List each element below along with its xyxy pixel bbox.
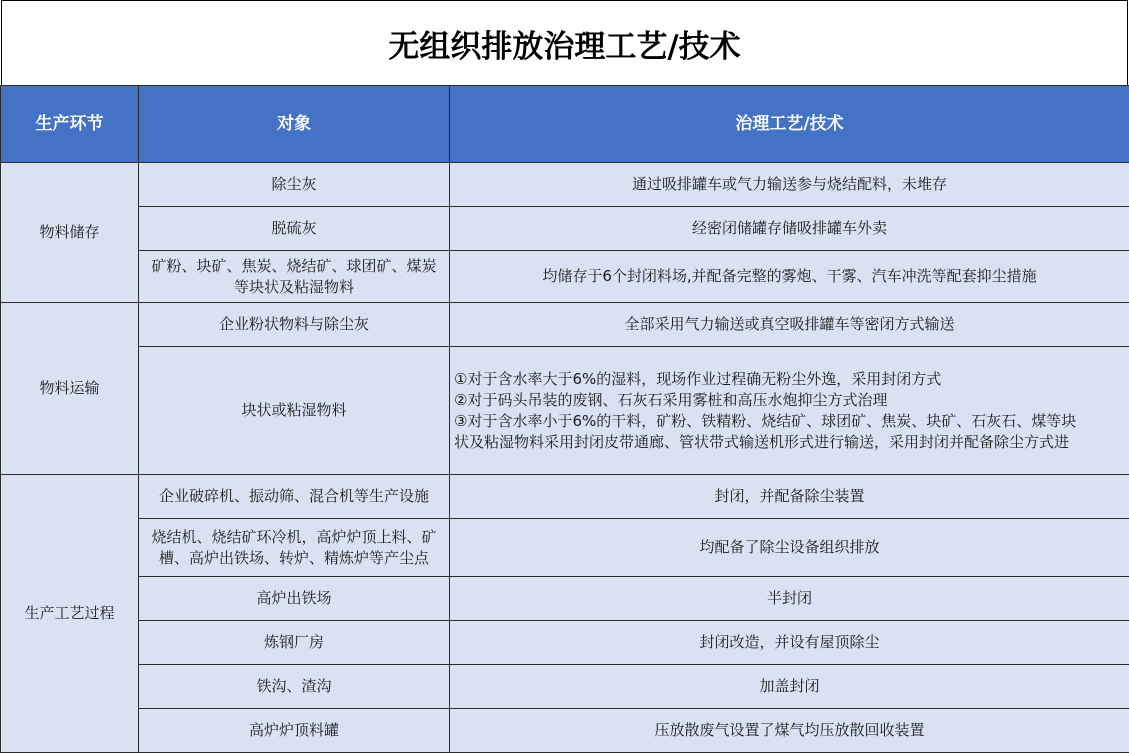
object-line: 等块状及粘湿物料 xyxy=(233,277,354,296)
technique-cell xyxy=(450,347,1129,475)
table-row xyxy=(1,251,1129,303)
object-cell: 炼钢厂房 xyxy=(139,621,450,665)
technique-cell: 全部采用气力输送或真空吸排罐车等密闭方式输送 xyxy=(450,303,1129,347)
object-cell: 除尘灰 xyxy=(139,163,450,207)
page-title: 无组织排放治理工艺/技术 xyxy=(1,0,1128,85)
table-row xyxy=(1,347,1129,475)
object-cell: 铁沟、渣沟 xyxy=(139,665,450,709)
header-stage: 生产环节 xyxy=(1,86,139,163)
technique-line: ③对于含水率小于6%的干料，矿粉、铁精粉、烧结矿、球团矿、焦炭、块矿、石灰石、煤等块 xyxy=(454,411,1077,430)
technique-cell: 通过吸排罐车或气力输送参与烧结配料，未堆存 xyxy=(450,163,1129,207)
table-row xyxy=(1,621,1129,665)
technique-cell: 封闭改造，并设有屋顶除尘 xyxy=(450,621,1129,665)
object-cell: 块状或粘湿物料 xyxy=(139,347,450,475)
object-cell: 企业粉状物料与除尘灰 xyxy=(139,303,450,347)
technique-cell: 封闭，并配备除尘装置 xyxy=(450,475,1129,519)
table-row xyxy=(1,207,1129,251)
treatment-table xyxy=(0,85,1129,753)
table-header-row xyxy=(1,86,1129,163)
object-cell xyxy=(139,519,450,577)
technique-line: ①对于含水率大于6%的湿料，现场作业过程确无粉尘外逸，采用封闭方式 xyxy=(454,369,942,388)
object-line: 矿粉、块矿、焦炭、烧结矿、球团矿、煤炭 xyxy=(151,256,437,275)
stage-cell: 物料运输 xyxy=(1,303,139,475)
table-row xyxy=(1,709,1129,753)
header-object: 对象 xyxy=(139,86,450,163)
table-row xyxy=(1,163,1129,207)
stage-cell: 生产工艺过程 xyxy=(1,475,139,753)
technique-cell: 均储存于6个封闭料场,并配备完整的雾炮、干雾、汽车冲洗等配套抑尘措施 xyxy=(450,251,1129,303)
technique-cell: 半封闭 xyxy=(450,577,1129,621)
technique-cell: 加盖封闭 xyxy=(450,665,1129,709)
object-line: 烧结机、烧结矿环冷机，高炉炉顶上料、矿 xyxy=(151,527,437,546)
object-cell: 高炉炉顶料罐 xyxy=(139,709,450,753)
table-row xyxy=(1,303,1129,347)
table-row xyxy=(1,577,1129,621)
object-cell: 企业破碎机、振动筛、混合机等生产设施 xyxy=(139,475,450,519)
technique-cell: 压放散废气设置了煤气均压放散回收装置 xyxy=(450,709,1129,753)
table-row xyxy=(1,665,1129,709)
stage-cell: 物料储存 xyxy=(1,163,139,303)
object-cell xyxy=(139,251,450,303)
header-technique: 治理工艺/技术 xyxy=(450,86,1129,163)
technique-line: ②对于码头吊装的废钢、石灰石采用雾桩和高压水炮抑尘方式治理 xyxy=(454,390,888,409)
table-row xyxy=(1,475,1129,519)
object-cell: 高炉出铁场 xyxy=(139,577,450,621)
technique-line: 状及粘湿物料采用封闭皮带通廊、管状带式输送机形式进行输送，采用封闭并配备除尘方式进 xyxy=(454,432,1070,451)
table-row xyxy=(1,519,1129,577)
technique-cell: 经密闭储罐存储吸排罐车外卖 xyxy=(450,207,1129,251)
object-cell: 脱硫灰 xyxy=(139,207,450,251)
technique-cell: 均配备了除尘设备组织排放 xyxy=(450,519,1129,577)
object-line: 槽、高炉出铁场、转炉、精炼炉等产尘点 xyxy=(158,548,429,567)
